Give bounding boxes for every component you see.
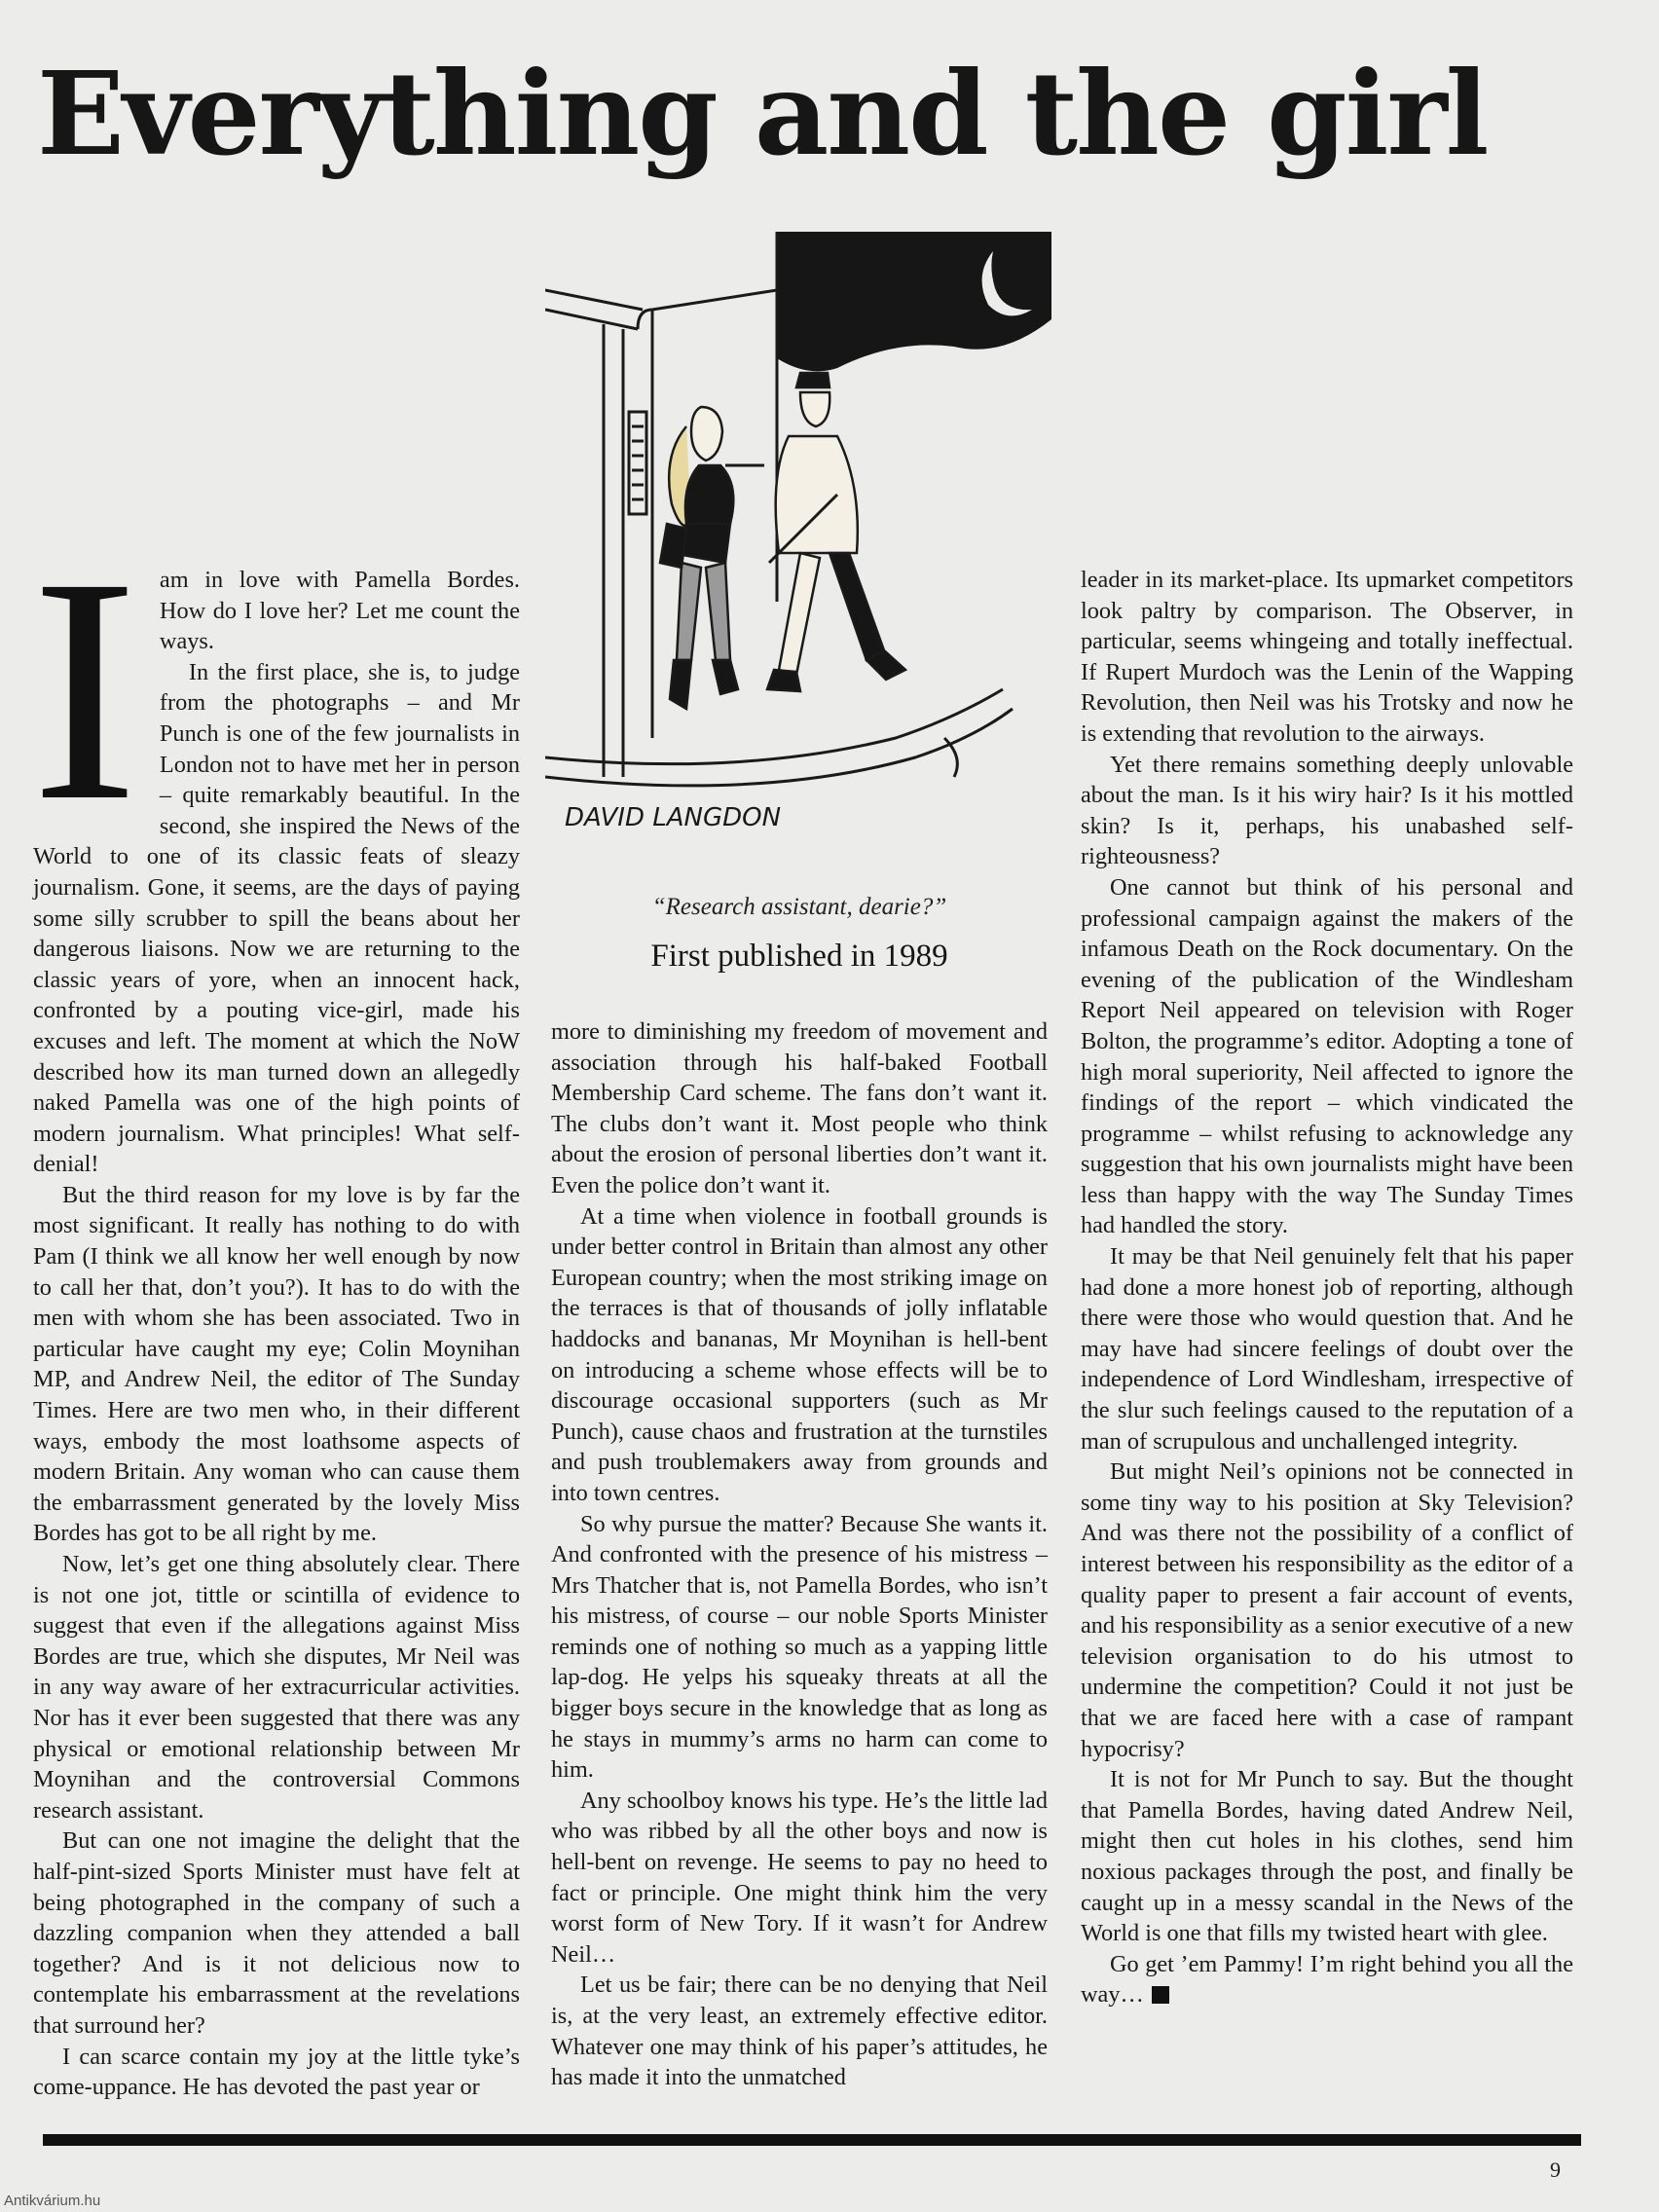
article-column-3 bbox=[1081, 565, 1573, 2010]
article-paragraph: I can scarce contain my joy at the little tyke’s come-uppance. He has devoted the past year or bbox=[33, 2043, 520, 2101]
cartoon-signature: DAVID LANGDON bbox=[565, 803, 782, 832]
night-sky bbox=[777, 232, 1051, 371]
page-number: 9 bbox=[1550, 2157, 1561, 2182]
article-column-2 bbox=[551, 1016, 1048, 2093]
cartoon-caption: “Research assistant, dearie?” bbox=[651, 894, 947, 920]
article-paragraph: One cannot but think of his personal and professional campaign against the makers of the infamous Death on the Rock documentary. On the evening of the publication of the Windlesham Report Neil appeared on television with Roger Bolton, the programme’s editor. Adopting a tone of high moral superiority, Neil affected to ignore the findings of the report – which vindicated the programme – whilst refusing to acknowledge any suggestion that his own journalists might have been less than happy with the way The Sunday Times had handled the story. bbox=[1081, 873, 1573, 1239]
end-mark-icon bbox=[1152, 1986, 1169, 2004]
footer-rule bbox=[43, 2134, 1581, 2146]
article-paragraph: So why pursue the matter? Because She wants it. And confronted with the presence of his mistress – Mrs Thatcher that is, not Pamella Bordes, who isn’t his mistress, of course – our noble Sports Minister reminds one of nothing so much as a yapping little lap-dog. He yelps his squeaky threats at all the bigger boys secure in the knowledge that as long as he stays in mummy’s arms no harm can come to him. bbox=[551, 1510, 1048, 1784]
article-paragraph: It may be that Neil genuinely felt that his paper had done a more honest job of reporting, although there were those who would question that. And he may have had sincere feelings of doubt over the independence of Lord Windlesham, irrespective of the slur such feelings caused to the reputation of a man of scrupulous and unchallenged integrity. bbox=[1081, 1243, 1573, 1455]
article-paragraph: But might Neil’s opinions not be connected in some tiny way to his position at Sky Television? And was there not the possibility of a conflict of interest between his responsibility as the editor of a quality paper to present a fair account of events, and his responsibility as a senior executive of a new television organisation to do his utmost to undermine the competition? Could it not just be that we are faced here with a case of rampant hypocrisy? bbox=[1081, 1458, 1573, 1762]
article-paragraph: Yet there remains something deeply unlovable about the man. Is it his wiry hair? Is it his mottled skin? Is it, perhaps, his unabashed self-righteousness? bbox=[1081, 751, 1573, 870]
article-paragraph: more to diminishing my freedom of movement and association through his half-baked Football Membership Card scheme. The fans don’t want it. The clubs don’t want it. Most people who think about the erosion of personal liberties don’t want it. Even the police don’t want it. bbox=[551, 1018, 1048, 1198]
article-paragraph: It is not for Mr Punch to say. But the thought that Pamella Bordes, having dated Andrew Neil, might then cut holes in his clothes, send him noxious packages through the post, and finally be caught up in a messy scandal in the News of the World is one that fills my twisted heart with glee. bbox=[1081, 1766, 1573, 1947]
article-paragraph: am in love with Pamella Bordes. How do I love her? Let me count the ways. bbox=[159, 567, 520, 655]
article-paragraph: But the third reason for my love is by far the most significant. It really has nothing to do with Pam (I think we all know her well enough by now to call her that, don’t you?). It has to do with the men with whom she has been associated. Two in particular have caught my eye; Colin Moynihan MP, and Andrew Neil, the editor of The Sunday Times. Here are two men who, in their different ways, embody the most loathsome aspects of modern Britain. Any woman who can cause them the embarrassment generated by the lovely Miss Bordes has got to be all right by me. bbox=[33, 1181, 520, 1547]
drop-cap: I bbox=[31, 512, 138, 867]
article-paragraph: leader in its market-place. Its upmarket competitors look paltry by comparison. The Observer, in particular, seems whingeing and totally ineffectual. If Rupert Murdoch was the Lenin of the Wapping Revolution, then Neil was his Trotsky and now he is extending that revolution to the airways. bbox=[1081, 567, 1573, 747]
closing-line: Go get ’em Pammy! I’m right behind you all the way… bbox=[1081, 1950, 1573, 2009]
article-paragraph: Any schoolboy knows his type. He’s the little lad who was ribbed by all the other boys and now is hell-bent on revenge. He seems to pay no heed to fact or principle. One might think him the very worst form of New Tory. If it wasn’t for Andrew Neil… bbox=[551, 1787, 1048, 1968]
article-paragraph: At a time when violence in football grounds is under better control in Britain than almost any other European country; when the most striking image on the terraces is that of thousands of jolly inflatable haddocks and bananas, Mr Moynihan is hell-bent on introducing a scheme whose effects will be to discourage occasional supporters (such as Mr Punch), cause chaos and frustration at the turnstiles and push troublemakers away from grounds and into town centres. bbox=[551, 1202, 1048, 1506]
article-paragraph: Now, let’s get one thing absolutely clear. There is not one jot, tittle or scintilla of evidence to suggest that even if the allegations against Miss Bordes are true, which she disputes, Mr Neil was in any way aware of her extracurricular activities. Nor has it ever been suggested that there was any physical or emotional relationship between Mr Moynihan and the controversial Commons research assistant. bbox=[33, 1551, 520, 1824]
cartoon-illustration bbox=[545, 232, 1051, 894]
publication-note: First published in 1989 bbox=[650, 939, 948, 974]
headline: Everything and the girl bbox=[37, 46, 1488, 181]
article-paragraph: In the first place, she is, to judge from the photographs – and Mr Punch is one of the few journalists in London not to have met her in person – quite remarkably beautiful. In the second, she inspired the News of the World to one of its classic feats of sleazy journalism. Gone, it seems, are the days of paying some silly scrubber to spill the beans about her dangerous liaisons. Now we are returning to the classic years of yore, when an innocent hack, confronted by a pouting vice-girl, made his excuses and left. The moment at which the NoW described how its man turned down an allegedly naked Pamella was one of the high points of modern journalism. What principles! What self-denial! bbox=[33, 658, 520, 1178]
article-paragraph: But can one not imagine the delight that the half-pint-sized Sports Minister must have felt at being photographed in the company of such a dazzling companion when they attended a ball together? And is it not delicious now to contemplate his embarrassment at the revelations that surround her? bbox=[33, 1827, 520, 2039]
article-paragraph: Let us be fair; there can be no denying that Neil is, at the very least, an extremely effective editor. Whatever one may think of his paper’s attitudes, he has made it into the unmatched bbox=[551, 1972, 1048, 2091]
article-paragraph-final bbox=[1081, 1949, 1573, 2010]
article-column-1 bbox=[31, 512, 520, 2103]
watermark: Antikvárium.hu bbox=[4, 2193, 101, 2209]
